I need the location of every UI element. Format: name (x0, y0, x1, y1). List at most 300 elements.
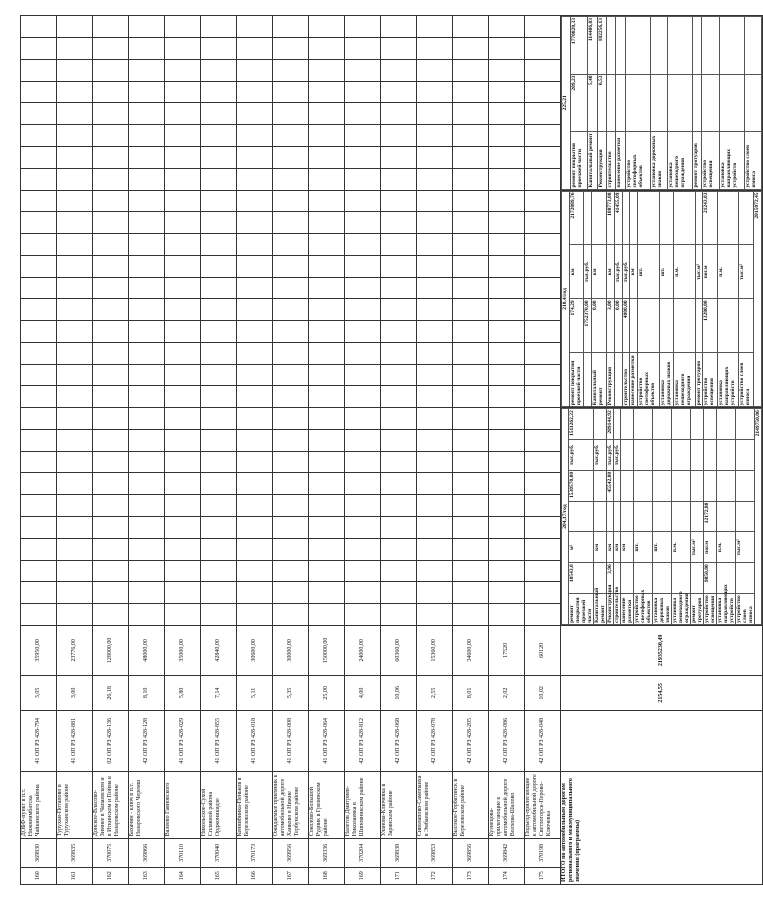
empty-cell (93, 386, 129, 408)
table-row (93, 16, 129, 885)
summary-work: Капитальный ремонт (594, 587, 606, 623)
empty-cell (273, 538, 309, 560)
empty-cell (309, 59, 345, 81)
total-length: 2154,55 (561, 675, 763, 710)
empty-cell (273, 38, 309, 60)
summary-cost (584, 191, 592, 245)
empty-cell (309, 517, 345, 539)
row-cost: 30000,00 (273, 625, 309, 675)
empty-cell (237, 81, 273, 103)
empty-cell (417, 473, 453, 495)
empty-cell (201, 386, 237, 408)
empty-cell (129, 38, 165, 60)
empty-cell (237, 16, 273, 38)
summary-cost (634, 501, 653, 532)
summary-unit: шт. (638, 245, 659, 299)
empty-cell (129, 517, 165, 539)
empty-cell (489, 277, 525, 299)
summary-qty: 9850,00 (704, 563, 717, 594)
empty-cell (273, 81, 309, 103)
empty-cell (129, 147, 165, 169)
empty-cell (237, 386, 273, 408)
empty-cell (489, 168, 525, 190)
empty-cell (237, 38, 273, 60)
empty-cell (165, 386, 201, 408)
empty-cell (21, 408, 57, 430)
empty-cell (345, 364, 381, 386)
empty-cell (165, 255, 201, 277)
summary-cost2 (634, 409, 653, 440)
row-number: 165 (201, 867, 237, 884)
empty-cell (201, 299, 237, 321)
summary-cost: 12172,80 (704, 501, 717, 532)
empty-cell (309, 429, 345, 451)
empty-cell (417, 190, 453, 212)
empty-cell (417, 234, 453, 256)
empty-cell (489, 255, 525, 277)
row-registry-number: 41 ОП РЗ 428-881 (57, 710, 93, 771)
summary-work: нанесение разметки (621, 594, 634, 625)
summary-unit2 (717, 440, 736, 471)
empty-cell (129, 103, 165, 125)
summary-qty: 0,00 (614, 299, 622, 353)
summary-value (625, 74, 650, 132)
empty-cell (201, 277, 237, 299)
summary-qty2 (736, 470, 755, 501)
empty-cell (453, 342, 489, 364)
empty-cell (417, 321, 453, 343)
row-registry-number: 42 ОП РЗ 428-086 (489, 710, 525, 771)
summary-block-b (561, 190, 763, 408)
summary-value (719, 74, 744, 132)
summary-cost: 2172089,76 (569, 191, 584, 245)
empty-cell (417, 495, 453, 517)
empty-cell (345, 560, 381, 582)
empty-cell (93, 495, 129, 517)
empty-cell (525, 342, 561, 364)
table-row (129, 16, 165, 885)
empty-cell (273, 299, 309, 321)
empty-cell (525, 81, 561, 103)
empty-cell (525, 234, 561, 256)
empty-cell (381, 212, 417, 234)
empty-cell (129, 451, 165, 473)
summary-cost: 21243,03 (703, 191, 718, 245)
empty-cell (453, 234, 489, 256)
empty-cell (273, 408, 309, 430)
empty-cell (237, 495, 273, 517)
row-code: 369336 (309, 839, 345, 867)
empty-cell (345, 147, 381, 169)
summary-cost: 108773,08 (606, 191, 614, 245)
empty-cell (309, 321, 345, 343)
empty-cell (165, 168, 201, 190)
table-row (57, 16, 93, 885)
summary-block-a (561, 408, 763, 626)
empty-cell (93, 321, 129, 343)
empty-cell (345, 538, 381, 560)
empty-cell (165, 495, 201, 517)
table-row (165, 16, 201, 885)
empty-cell (201, 560, 237, 582)
empty-cell (57, 408, 93, 430)
empty-cell (273, 517, 309, 539)
summary-qty (634, 563, 653, 594)
empty-cell (345, 408, 381, 430)
empty-cell (57, 16, 93, 38)
empty-cell (273, 386, 309, 408)
summary-unit2 (691, 440, 704, 471)
empty-cell (93, 560, 129, 582)
empty-cell (237, 604, 273, 626)
summary-value2 (667, 17, 692, 75)
empty-cell (129, 81, 165, 103)
summary-value (616, 74, 625, 132)
empty-cell (381, 190, 417, 212)
empty-cell (21, 604, 57, 626)
summary-work: установка пешеходного ограждения (667, 132, 692, 190)
empty-cell (57, 364, 93, 386)
empty-cell (345, 473, 381, 495)
empty-cell (345, 342, 381, 364)
empty-cell (129, 277, 165, 299)
summary-work: установка пешеходного ограждения (672, 591, 690, 623)
row-length: 3,05 (21, 675, 57, 710)
empty-cell (525, 386, 561, 408)
empty-cell (381, 255, 417, 277)
summary-work: установка дорожных знаков (653, 594, 672, 625)
empty-cell (273, 59, 309, 81)
row-road-name: Донское-Власово-Зимнее в Чапаевском и в Иткинском и Пойма в Назаровском районе (93, 771, 129, 839)
empty-cell (21, 59, 57, 81)
summary-qty2 (704, 470, 717, 501)
summary-value (693, 74, 702, 132)
empty-cell (525, 495, 561, 517)
empty-cell (57, 59, 93, 81)
empty-cell (309, 386, 345, 408)
empty-cell (165, 364, 201, 386)
empty-cell (93, 81, 129, 103)
summary-unit: тыс.руб. (584, 245, 592, 299)
empty-cell (345, 495, 381, 517)
row-code: 370198 (525, 839, 561, 867)
empty-cell (93, 299, 129, 321)
empty-cell (21, 538, 57, 560)
summary-work: установка дорожных знаков (650, 132, 667, 190)
empty-cell (453, 59, 489, 81)
summary-unit2 (621, 440, 634, 471)
summary-qty2 (614, 470, 621, 501)
empty-cell (21, 364, 57, 386)
row-length: 2,55 (417, 675, 453, 710)
row-registry-number: 41 ОП РЗ 428-855 (201, 710, 237, 771)
row-cost: 48000,00 (129, 625, 165, 675)
empty-cell (21, 103, 57, 125)
empty-cell (201, 364, 237, 386)
summary-value (744, 74, 761, 132)
empty-cell (57, 582, 93, 604)
empty-cell (525, 299, 561, 321)
summary-work: устройство светофорных объектов (638, 353, 659, 407)
empty-cell (417, 364, 453, 386)
empty-cell (381, 81, 417, 103)
table-row (309, 16, 345, 885)
empty-cell (165, 604, 201, 626)
empty-cell (453, 604, 489, 626)
empty-cell (309, 560, 345, 582)
summary-work: установка пешеходного ограждения (674, 353, 695, 407)
empty-cell (165, 16, 201, 38)
summary-unit: тыс.м² (691, 532, 704, 563)
summary-unit: тыс.руб. (622, 245, 630, 299)
empty-cell (93, 212, 129, 234)
empty-cell (345, 103, 381, 125)
empty-cell (381, 168, 417, 190)
summary-qty (674, 299, 695, 353)
table-row (201, 16, 237, 885)
summary-cost (718, 191, 739, 245)
row-length: 5,11 (237, 675, 273, 710)
empty-cell (129, 16, 165, 38)
empty-cell (93, 147, 129, 169)
row-road-name: Бахачин - ключ в п.т. Назаровского Черемш (129, 771, 165, 839)
empty-cell (21, 277, 57, 299)
summary-qty2 (621, 470, 634, 501)
empty-cell (309, 103, 345, 125)
row-number: 175 (525, 867, 561, 884)
empty-cell (525, 125, 561, 147)
empty-cell (525, 538, 561, 560)
row-number: 164 (165, 867, 201, 884)
empty-cell (453, 168, 489, 190)
empty-cell (57, 234, 93, 256)
summary-value2: 1770820,33 (571, 17, 588, 75)
summary-unit: км (621, 532, 634, 563)
empty-cell (489, 517, 525, 539)
empty-cell (165, 38, 201, 60)
empty-cell (525, 408, 561, 430)
empty-cell (345, 299, 381, 321)
empty-cell (21, 168, 57, 190)
summary-cost2 (594, 409, 607, 440)
empty-cell (165, 473, 201, 495)
empty-cell (381, 451, 417, 473)
summary-value2 (616, 17, 625, 75)
empty-cell (201, 147, 237, 169)
row-road-name: Налетов Дмитриев-Николаевка в Шиповникском районе (345, 771, 381, 839)
empty-cell (165, 560, 201, 582)
empty-cell (525, 473, 561, 495)
summary-unit: тыс.м² (739, 245, 754, 299)
empty-cell (453, 386, 489, 408)
empty-cell (345, 16, 381, 38)
empty-cell (57, 429, 93, 451)
empty-cell (417, 103, 453, 125)
empty-cell (93, 168, 129, 190)
empty-cell (453, 321, 489, 343)
empty-cell (237, 321, 273, 343)
empty-cell (165, 429, 201, 451)
empty-cell (93, 604, 129, 626)
empty-cell (93, 473, 129, 495)
summary-work: нанесение разметки (630, 353, 638, 407)
summary-work: нанесение разметки (616, 132, 625, 190)
empty-cell (93, 59, 129, 81)
row-code: 370040 (201, 839, 237, 867)
empty-cell (165, 125, 201, 147)
row-cost: 35950,00 (21, 625, 57, 675)
empty-cell (345, 81, 381, 103)
empty-cell (345, 190, 381, 212)
empty-cell (381, 582, 417, 604)
table-row (525, 16, 561, 885)
summary-qty: 174,29 (569, 299, 584, 353)
empty-cell (489, 473, 525, 495)
row-registry-number: 42 ОП РЗ 428-812 (345, 710, 381, 771)
row-length: 2,02 (489, 675, 525, 710)
table-row (417, 16, 453, 885)
empty-cell (453, 255, 489, 277)
summary-work: устройство освещения (703, 353, 718, 407)
empty-cell (165, 517, 201, 539)
table-row (273, 16, 309, 885)
empty-cell (417, 429, 453, 451)
empty-cell (201, 517, 237, 539)
empty-cell (273, 582, 309, 604)
empty-cell (21, 517, 57, 539)
empty-cell (21, 16, 57, 38)
summary-cost (638, 191, 659, 245)
empty-cell (345, 429, 381, 451)
empty-cell (525, 604, 561, 626)
empty-cell (129, 190, 165, 212)
summary-qty (718, 299, 739, 353)
empty-cell (525, 364, 561, 386)
row-length: 25,00 (309, 675, 345, 710)
row-registry-number: 41 ОП РЗ 428-029 (165, 710, 201, 771)
empty-cell (165, 451, 201, 473)
empty-cell (525, 59, 561, 81)
empty-cell (453, 147, 489, 169)
empty-cell (489, 451, 525, 473)
empty-cell (345, 38, 381, 60)
row-cost: 35000,00 (165, 625, 201, 675)
row-length: 26,18 (93, 675, 129, 710)
row-number: 166 (237, 867, 273, 884)
summary-work: строительство (614, 586, 620, 623)
summary-cost (739, 191, 754, 245)
empty-cell (273, 560, 309, 582)
empty-cell (309, 38, 345, 60)
empty-cell (273, 168, 309, 190)
summary-unit: шт. (634, 532, 653, 563)
summary-head: 225,21 (562, 17, 571, 190)
summary-unit: пог.м (703, 245, 718, 299)
empty-cell (129, 582, 165, 604)
summary-cost (621, 501, 634, 532)
empty-cell (309, 604, 345, 626)
summary-unit2 (634, 440, 653, 471)
empty-cell (21, 473, 57, 495)
summary-work: Реконструкция (597, 132, 606, 190)
summary-total: 2149750,06 (755, 409, 762, 625)
row-road-name: Подъезд-прилегающие к автомобильной дороге Светлогорск-Перово-Ключевка (525, 771, 561, 839)
empty-cell (273, 234, 309, 256)
road-program-table (20, 15, 763, 885)
row-registry-number: 41 ОП РЗ 428-018 (237, 710, 273, 771)
summary-cost2: 1511262,22 (569, 409, 594, 440)
empty-cell (381, 517, 417, 539)
empty-cell (417, 560, 453, 582)
row-registry-number: 02 ОП РЗ 428-136 (93, 710, 129, 771)
row-number: 162 (93, 867, 129, 884)
summary-value2: 182256,13 (597, 17, 606, 75)
empty-cell (93, 517, 129, 539)
summary-value2 (702, 17, 719, 75)
empty-cell (21, 255, 57, 277)
empty-cell (273, 451, 309, 473)
rotated-table-container (20, 15, 761, 885)
summary-unit: п.м. (718, 245, 739, 299)
summary-value: 6,53 (597, 74, 606, 132)
empty-cell (165, 582, 201, 604)
table-row (345, 16, 381, 885)
empty-cell (309, 212, 345, 234)
row-registry-number: 41 ОП РЗ 428-064 (309, 710, 345, 771)
summary-qty: 1752370,00 (584, 299, 592, 353)
summary-work: Капитальный ремонт (588, 132, 597, 190)
empty-cell (165, 408, 201, 430)
empty-cell (57, 81, 93, 103)
row-cost: 60120 (525, 625, 561, 675)
summary-work: строительство (622, 353, 630, 407)
summary-work: ремонт тротуаров (693, 132, 702, 190)
empty-cell (93, 342, 129, 364)
summary-work: установка направляющих устройств (718, 353, 739, 407)
empty-cell (21, 582, 57, 604)
empty-cell (309, 16, 345, 38)
row-code: 369853 (417, 839, 453, 867)
empty-cell (21, 386, 57, 408)
empty-cell (309, 147, 345, 169)
empty-cell (489, 321, 525, 343)
empty-cell (273, 190, 309, 212)
row-number: 171 (381, 867, 417, 884)
empty-cell (129, 342, 165, 364)
row-road-name: Кузнецова-прилегающие к автомобильной дороге Волхова-Шалово (489, 771, 525, 839)
summary-qty: 3,00 (606, 299, 614, 353)
summary-qty (736, 563, 755, 594)
empty-cell (93, 451, 129, 473)
summary-cost (653, 501, 672, 532)
empty-cell (93, 38, 129, 60)
summary-value: 5,40 (588, 74, 597, 132)
row-code: 369956 (273, 839, 309, 867)
empty-cell (345, 386, 381, 408)
empty-cell (237, 125, 273, 147)
summary-cost (736, 501, 755, 532)
summary-cost2 (717, 409, 736, 440)
summary-work: устройство слоев износа (739, 353, 754, 407)
row-code: 370110 (165, 839, 201, 867)
empty-cell (525, 103, 561, 125)
empty-cell (93, 408, 129, 430)
empty-cell (201, 495, 237, 517)
empty-cell (525, 190, 561, 212)
empty-cell (489, 408, 525, 430)
empty-cell (93, 429, 129, 451)
empty-cell (453, 473, 489, 495)
